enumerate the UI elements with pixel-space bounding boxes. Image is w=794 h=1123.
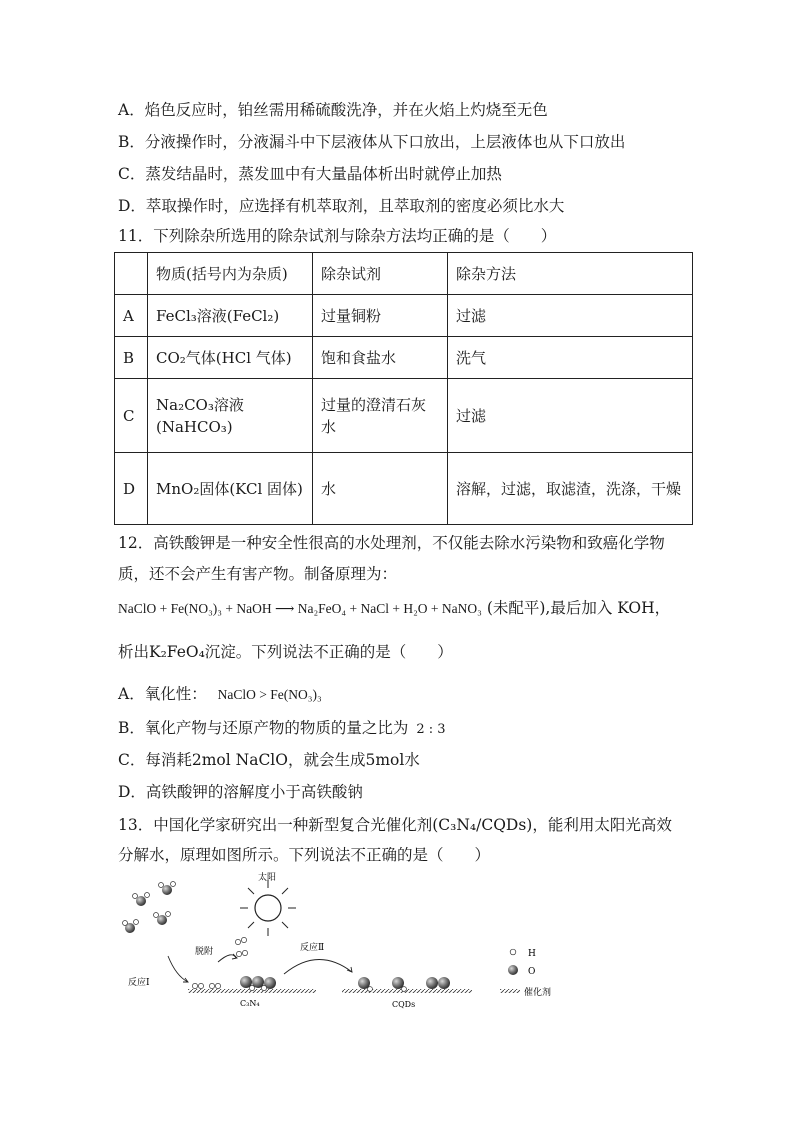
- reaction2-arrow: [284, 959, 352, 974]
- water-molecule: [133, 893, 150, 907]
- q12-option-a: [118, 684, 322, 705]
- desorb-label: 脱附: [195, 947, 214, 957]
- water-molecule: [159, 882, 176, 896]
- q12-equation-note: (未配平),最后加入 KOH，: [486, 599, 671, 617]
- q12-equation: NaClO + Fe(NO₃)₃ + NaOH ⟶ Na₂FeO₄ + NaCl + H₂O + NaNO₃: [118, 601, 482, 616]
- q13-stem-line1: 13．中国化学家研究出一种新型复合光催化剂(C₃N₄/CQDs)，能利用太阳光高效: [118, 816, 672, 834]
- row-label: D: [115, 453, 148, 525]
- reaction1-arrow-head: [183, 978, 188, 982]
- table-header-cell: 物质(括号内为杂质): [148, 253, 313, 295]
- adsorbed-oxygen: [240, 976, 276, 991]
- reaction1-label: 反应Ⅰ: [128, 978, 150, 988]
- table-header-row: [115, 253, 693, 295]
- q12-option-a-formula: NaClO > Fe(NO₃)₃: [217, 687, 322, 702]
- row-label: A: [115, 295, 148, 337]
- photocatalysis-diagram: [0, 866, 794, 1026]
- table-row: [115, 295, 693, 337]
- legend-catalyst-label: 催化剂: [524, 988, 552, 998]
- row-label: C: [115, 379, 148, 453]
- q10-option-b: B．分液操作时，分液漏斗中下层液体从下口放出，上层液体也从下口放出: [118, 133, 626, 151]
- diagram-legend: [500, 949, 551, 998]
- catalyst-surface-cqds: [342, 989, 472, 993]
- legend-catalyst-icon: [500, 989, 520, 993]
- q12-equation-line: [118, 598, 670, 619]
- reagent-cell: 水: [313, 453, 448, 525]
- c3n4-label: C₃N₄: [240, 999, 260, 1008]
- method-cell: 过滤: [448, 295, 693, 337]
- method-cell: 溶解，过滤，取滤渣，洗涤，干燥: [448, 453, 693, 525]
- table-header-cell: 除杂试剂: [313, 253, 448, 295]
- table-row: [115, 453, 693, 525]
- hydrogen-molecule: [235, 937, 247, 956]
- method-cell: 过滤: [448, 379, 693, 453]
- reagent-cell: 过量的澄清石灰水: [313, 379, 448, 453]
- q12-option-b-label: B．氧化产物与还原产物的物质的量之比为: [118, 719, 409, 737]
- q10-option-d: D．萃取操作时，应选择有机萃取剂，且萃取剂的密度必须比水大: [118, 197, 565, 215]
- row-label: B: [115, 337, 148, 379]
- table-header-cell: [115, 253, 148, 295]
- legend-hydrogen-icon: [510, 949, 516, 955]
- q12-option-b: [118, 718, 446, 740]
- legend-o-label: O: [528, 967, 536, 977]
- table-row: [115, 379, 693, 453]
- q13-stem-line2: 分解水，原理如图所示。下列说法不正确的是（ ）: [118, 846, 491, 864]
- method-cell: 洗气: [448, 337, 693, 379]
- substance-cell: FeCl₃溶液(FeCl₂): [148, 295, 313, 337]
- table-row: [115, 337, 693, 379]
- reagent-cell: 过量铜粉: [313, 295, 448, 337]
- q10-option-c: C．蒸发结晶时，蒸发皿中有大量晶体析出时就停止加热: [118, 165, 502, 183]
- water-molecule: [154, 912, 171, 926]
- legend-oxygen-icon: [508, 965, 518, 975]
- q12-stem-line3: 析出K₂FeO₄沉淀。下列说法不正确的是（ ）: [118, 643, 453, 661]
- legend-h-label: H: [528, 949, 536, 959]
- table-header-cell: 除杂方法: [448, 253, 693, 295]
- q12-option-d: D．高铁酸钾的溶解度小于高铁酸钠: [118, 783, 363, 801]
- substance-cell: MnO₂固体(KCl 固体): [148, 453, 313, 525]
- q12-stem-line2: 质，还不会产生有害产物。制备原理为：: [118, 565, 398, 583]
- cqds-label: CQDs: [392, 1000, 416, 1009]
- q12-stem-line1: 12．高铁酸钾是一种安全性很高的水处理剂，不仅能去除水污染物和致癌化学物: [118, 534, 665, 552]
- water-molecule: [123, 920, 139, 934]
- q12-option-a-label: A．氧化性：: [118, 685, 207, 703]
- reagent-cell: 饱和食盐水: [313, 337, 448, 379]
- reaction2-label: 反应Ⅱ: [300, 943, 325, 953]
- q12-option-b-ratio: 2 : 3: [416, 722, 446, 737]
- sun-label: 太阳: [258, 873, 277, 883]
- q12-option-c: C．每消耗2mol NaClO，就会生成5mol水: [118, 751, 420, 769]
- q11-stem: 11．下列除杂所选用的除杂试剂与除杂方法均正确的是（ ）: [118, 227, 557, 245]
- substance-cell: CO₂气体(HCl 气体): [148, 337, 313, 379]
- q11-table: [114, 252, 693, 525]
- sun-icon: [240, 880, 296, 936]
- substance-cell: Na₂CO₃溶液(NaHCO₃): [148, 379, 313, 453]
- adsorbed-hydrogen: [192, 983, 220, 988]
- q10-option-a: A．焰色反应时，铂丝需用稀硫酸洗净，并在火焰上灼烧至无色: [118, 101, 548, 119]
